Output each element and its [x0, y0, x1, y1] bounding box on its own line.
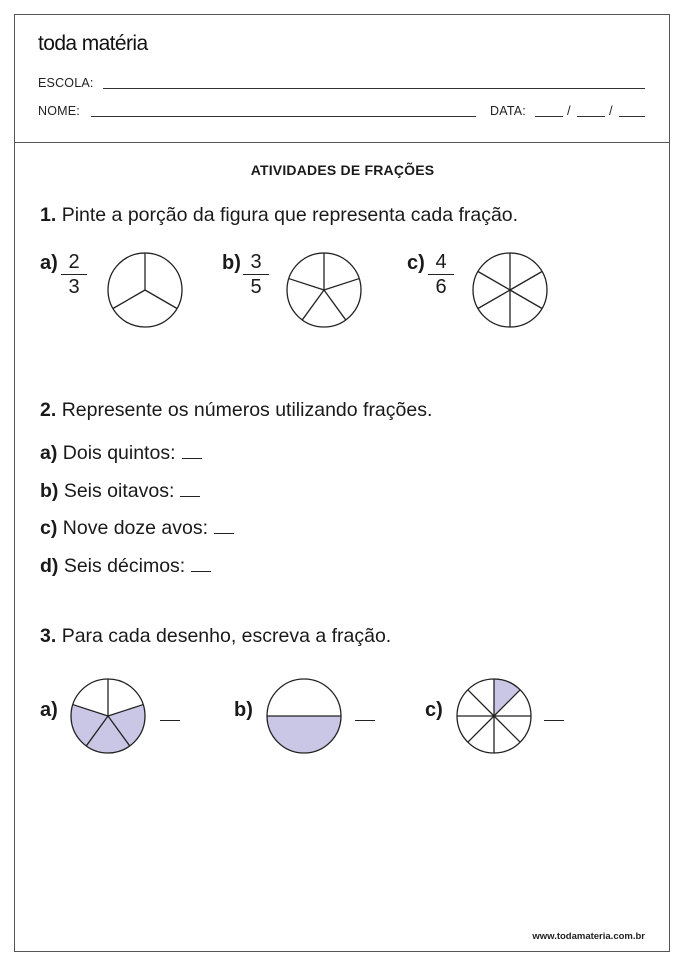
answer-blank[interactable] [180, 494, 200, 497]
question-3 [40, 625, 391, 648]
q1-pie-b[interactable] [286, 252, 362, 328]
q2-item [40, 555, 211, 578]
question-1 [40, 204, 518, 227]
answer-blank[interactable] [160, 720, 180, 721]
q1-item-letter: c) [407, 252, 425, 274]
worksheet-title: ATIVIDADES DE FRAÇÕES [250, 162, 435, 178]
school-input-line[interactable] [103, 88, 645, 89]
item-letter: a) [40, 442, 58, 464]
fraction-denominator: 6 [435, 276, 447, 298]
division-line [510, 290, 542, 309]
name-input-line[interactable] [91, 116, 476, 117]
date-year-line[interactable] [619, 116, 645, 117]
q1-item-letter: b) [222, 252, 241, 274]
date-day-line[interactable] [535, 116, 563, 117]
question-number: 2. [40, 399, 57, 421]
division-line [113, 290, 145, 309]
division-line [468, 690, 494, 716]
date-separator: / [567, 103, 571, 118]
question-number: 1. [40, 204, 57, 226]
division-line [468, 716, 494, 742]
q2-item [40, 517, 234, 540]
division-line [324, 290, 346, 320]
division-line [302, 290, 324, 320]
division-line [478, 290, 510, 309]
q1-fraction [61, 251, 87, 298]
division-line [289, 279, 324, 290]
date-label: DATA: [490, 104, 526, 118]
q3-item-letter: b) [234, 699, 253, 721]
item-text: Nove doze avos: [62, 517, 209, 539]
school-label: ESCOLA: [38, 76, 94, 90]
fraction-numerator: 4 [435, 251, 447, 273]
q3-item-letter: a) [40, 699, 58, 721]
question-text: Para cada desenho, escreva a fração. [61, 625, 392, 647]
fraction-numerator: 2 [68, 251, 80, 273]
q1-fraction [428, 251, 454, 298]
shaded-sector [267, 716, 341, 753]
q3-pie-b [266, 678, 342, 754]
q3-pie-a [70, 678, 146, 754]
question-2 [40, 399, 432, 422]
footer-url: www.todamateria.com.br [532, 931, 645, 942]
answer-blank[interactable] [355, 720, 375, 721]
date-separator: / [609, 103, 613, 118]
item-letter: c) [40, 517, 58, 539]
fraction-bar [61, 274, 87, 275]
q3-pie-c [456, 678, 532, 754]
item-text: Seis oitavos: [63, 480, 175, 502]
brand-logo: toda matéria [38, 32, 148, 55]
question-number: 3. [40, 625, 57, 647]
header-divider [14, 142, 670, 143]
q2-item [40, 480, 200, 503]
answer-blank[interactable] [191, 569, 211, 572]
fraction-bar [243, 274, 269, 275]
fraction-denominator: 3 [68, 276, 80, 298]
q1-pie-a[interactable] [107, 252, 183, 328]
item-letter: d) [40, 555, 59, 577]
answer-blank[interactable] [182, 456, 202, 459]
item-letter: b) [40, 480, 59, 502]
answer-blank[interactable] [544, 720, 564, 721]
item-text: Seis décimos: [63, 555, 186, 577]
division-line [510, 272, 542, 291]
name-label: NOME: [38, 104, 80, 118]
date-month-line[interactable] [577, 116, 605, 117]
item-text: Dois quintos: [62, 442, 176, 464]
division-line [324, 279, 359, 290]
q2-item [40, 442, 202, 465]
fraction-bar [428, 274, 454, 275]
fraction-denominator: 5 [250, 276, 262, 298]
division-line [478, 272, 510, 291]
fraction-numerator: 3 [250, 251, 262, 273]
division-line [494, 716, 520, 742]
answer-blank[interactable] [214, 531, 234, 534]
q3-item-letter: c) [425, 699, 443, 721]
q1-fraction [243, 251, 269, 298]
question-text: Pinte a porção da figura que representa cada fração. [61, 204, 519, 226]
q1-item-letter: a) [40, 252, 58, 274]
division-line [145, 290, 177, 309]
shaded-sector [494, 679, 520, 716]
question-text: Represente os números utilizando frações. [61, 399, 433, 421]
q1-pie-c[interactable] [472, 252, 548, 328]
